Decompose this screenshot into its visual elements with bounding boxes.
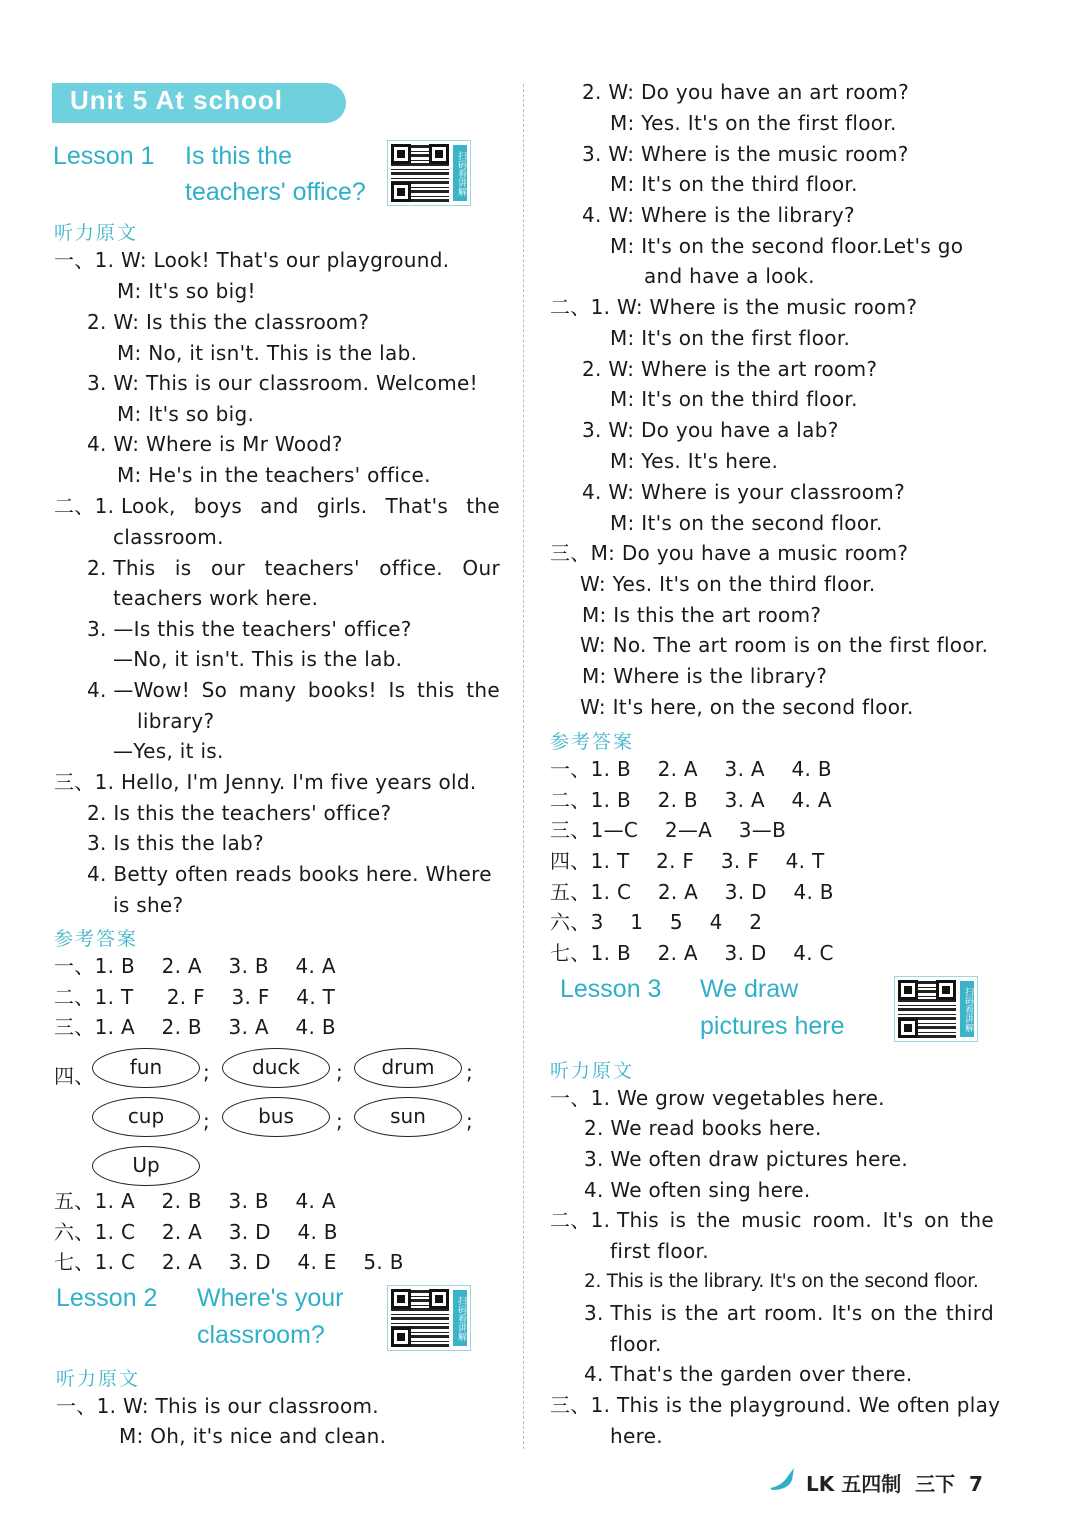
- answer-line: 二、1. T 2. F 3. F 4. T: [54, 985, 336, 1009]
- text-line: W: No. The art room is on the first floor.: [580, 633, 989, 657]
- word-oval: cup: [92, 1097, 200, 1137]
- text-line: 二、1. W: Where is the music room?: [550, 295, 918, 319]
- text-line: 三、1. Hello, I'm Jenny. I'm five years old.: [54, 770, 477, 794]
- text-line: 一、1. We grow vegetables here.: [550, 1086, 885, 1110]
- text-line: 2. We read books here.: [584, 1116, 822, 1140]
- answer-line: 一、1. B 2. A 3. A 4. B: [550, 757, 832, 781]
- lesson3-label: Lesson 3: [560, 975, 662, 1003]
- text-line: 3. We often draw pictures here.: [584, 1147, 909, 1171]
- lesson2-title-line1: Where's your: [197, 1284, 344, 1312]
- text-line: M: Oh, it's nice and clean.: [119, 1424, 387, 1448]
- text-line: M: It's on the third floor.: [610, 387, 858, 411]
- answer-line: 五、1. A 2. B 3. B 4. A: [54, 1189, 336, 1213]
- text-line-justified: 2. This is our teachers' office. Our: [87, 556, 500, 580]
- text-line: W: Yes. It's on the third floor.: [580, 572, 876, 596]
- text-line: M: He's in the teachers' office.: [117, 463, 431, 487]
- answer-line: 七、1. C 2. A 3. D 4. E 5. B: [54, 1250, 404, 1274]
- text-line: M: No, it isn't. This is the lab.: [117, 341, 418, 365]
- text-line: 4. That's the garden over there.: [584, 1362, 913, 1386]
- text-line: 2. W: Where is the art room?: [582, 357, 878, 381]
- listening-heading: 听力原文: [550, 1060, 635, 1082]
- text-line: classroom.: [113, 525, 224, 549]
- text-line: M: Yes. It's on the first floor.: [610, 111, 897, 135]
- lesson1-title-line1: Is this the: [185, 142, 292, 170]
- text-line-justified: 二、1. This is the music room. It's on the: [550, 1208, 994, 1232]
- answer-line: 三、1—C 2—A 3—B: [550, 818, 787, 842]
- text-line: is she?: [113, 893, 184, 917]
- word-oval: duck: [222, 1048, 330, 1088]
- text-line: 2. W: Is this the classroom?: [87, 310, 370, 334]
- footer-brand: LK 五四制 三下 7: [806, 1472, 983, 1496]
- text-line: 2. W: Do you have an art room?: [582, 80, 909, 104]
- text-line: 4. W: Where is your classroom?: [582, 480, 906, 504]
- text-line: 4. W: Where is the library?: [582, 203, 855, 227]
- separator: ;: [336, 1060, 343, 1084]
- text-line: M: Is this the art room?: [582, 603, 822, 627]
- lesson1-label: Lesson 1: [53, 142, 155, 170]
- lesson2-label: Lesson 2: [56, 1284, 158, 1312]
- text-line: —Yes, it is.: [113, 739, 224, 763]
- unit-title: Unit 5 At school: [70, 85, 283, 115]
- text-line: 4. W: Where is Mr Wood?: [87, 432, 343, 456]
- bird-logo-icon: [768, 1466, 798, 1492]
- text-line: M: It's so big!: [117, 279, 256, 303]
- lesson3-title-line1: We draw: [700, 975, 799, 1003]
- text-line: 一、1. W: Look! That's our playground.: [54, 248, 450, 272]
- text-line: 3. W: Where is the music room?: [582, 142, 909, 166]
- word-oval: bus: [222, 1097, 330, 1137]
- answer-line: 六、1. C 2. A 3. D 4. B: [54, 1220, 338, 1244]
- qr-tag: 扫码看讲解: [453, 145, 467, 201]
- answer-line: 五、1. C 2. A 3. D 4. B: [550, 880, 834, 904]
- text-line: —No, it isn't. This is the lab.: [113, 647, 403, 671]
- column-divider: [523, 84, 524, 1449]
- text-line-justified: 3. This is the art room. It's on the third: [584, 1301, 994, 1325]
- separator: ;: [336, 1109, 343, 1133]
- text-line: M: Yes. It's here.: [610, 449, 779, 473]
- lesson1-title-line2: teachers' office?: [185, 178, 366, 206]
- text-line: 3. W: This is our classroom. Welcome!: [87, 371, 478, 395]
- text-line: W: It's here, on the second floor.: [580, 695, 914, 719]
- text-line: and have a look.: [644, 264, 815, 288]
- answer-line: 七、1. B 2. A 3. D 4. C: [550, 941, 834, 965]
- word-oval: sun: [354, 1097, 462, 1137]
- qr-code-icon[interactable]: [387, 140, 471, 206]
- text-line: 4. We often sing here.: [584, 1178, 811, 1202]
- lesson2-title-line2: classroom?: [197, 1321, 325, 1349]
- word-oval: fun: [92, 1048, 200, 1088]
- text-line: 3. Is this the lab?: [87, 831, 264, 855]
- listening-heading: 听力原文: [54, 222, 139, 244]
- qr-tag: 扫码看讲解: [453, 1290, 467, 1346]
- unit-banner: [52, 83, 346, 123]
- listening-heading: 听力原文: [56, 1368, 141, 1390]
- text-line: floor.: [610, 1332, 662, 1356]
- answer-line: 一、1. B 2. A 3. B 4. A: [54, 954, 336, 978]
- separator: ;: [466, 1060, 473, 1084]
- qr-code-icon[interactable]: [894, 976, 978, 1042]
- lesson3-title-line2: pictures here: [700, 1012, 845, 1040]
- text-line: M: It's on the second floor.: [610, 511, 883, 535]
- text-line: 3. W: Do you have a lab?: [582, 418, 839, 442]
- text-line: library?: [137, 709, 215, 733]
- text-line: first floor.: [610, 1239, 709, 1263]
- text-line: teachers work here.: [113, 586, 319, 610]
- text-line: M: It's on the third floor.: [610, 172, 858, 196]
- text-line: here.: [610, 1424, 663, 1448]
- text-line: 三、M: Do you have a music room?: [550, 541, 909, 565]
- separator: ;: [203, 1109, 210, 1133]
- text-line-justified: 4. —Wow! So many books! Is this the: [87, 678, 500, 702]
- word-oval: Up: [92, 1146, 200, 1186]
- text-line: M: It's so big.: [117, 402, 255, 426]
- text-line: 三、1. This is the playground. We often play: [550, 1393, 1001, 1417]
- answer-heading: 参考答案: [54, 928, 139, 950]
- qr-code-icon[interactable]: [387, 1285, 471, 1351]
- text-line: 2. Is this the teachers' office?: [87, 801, 392, 825]
- answer-line: 四、1. T 2. F 3. F 4. T: [550, 849, 825, 873]
- separator: ;: [466, 1109, 473, 1133]
- answer-heading: 参考答案: [550, 731, 635, 753]
- ovals-prefix: 四、: [54, 1064, 95, 1088]
- text-line: M: It's on the second floor.Let's go: [610, 234, 964, 258]
- answer-line: 六、3 1 5 4 2: [550, 910, 763, 934]
- qr-tag: 扫码看讲解: [960, 981, 974, 1037]
- separator: ;: [203, 1060, 210, 1084]
- text-line: M: It's on the first floor.: [610, 326, 851, 350]
- answer-line: 二、1. B 2. B 3. A 4. A: [550, 788, 832, 812]
- text-line: 2. This is the library. It's on the second floor.: [584, 1271, 979, 1292]
- text-line: M: Where is the library?: [582, 664, 828, 688]
- text-line: 4. Betty often reads books here. Where: [87, 862, 492, 886]
- answer-line: 三、1. A 2. B 3. A 4. B: [54, 1015, 336, 1039]
- word-oval: drum: [354, 1048, 462, 1088]
- text-line: 一、1. W: This is our classroom.: [56, 1394, 379, 1418]
- text-line-justified: 二、1. Look, boys and girls. That's the: [54, 494, 500, 518]
- text-line: 3. —Is this the teachers' office?: [87, 617, 412, 641]
